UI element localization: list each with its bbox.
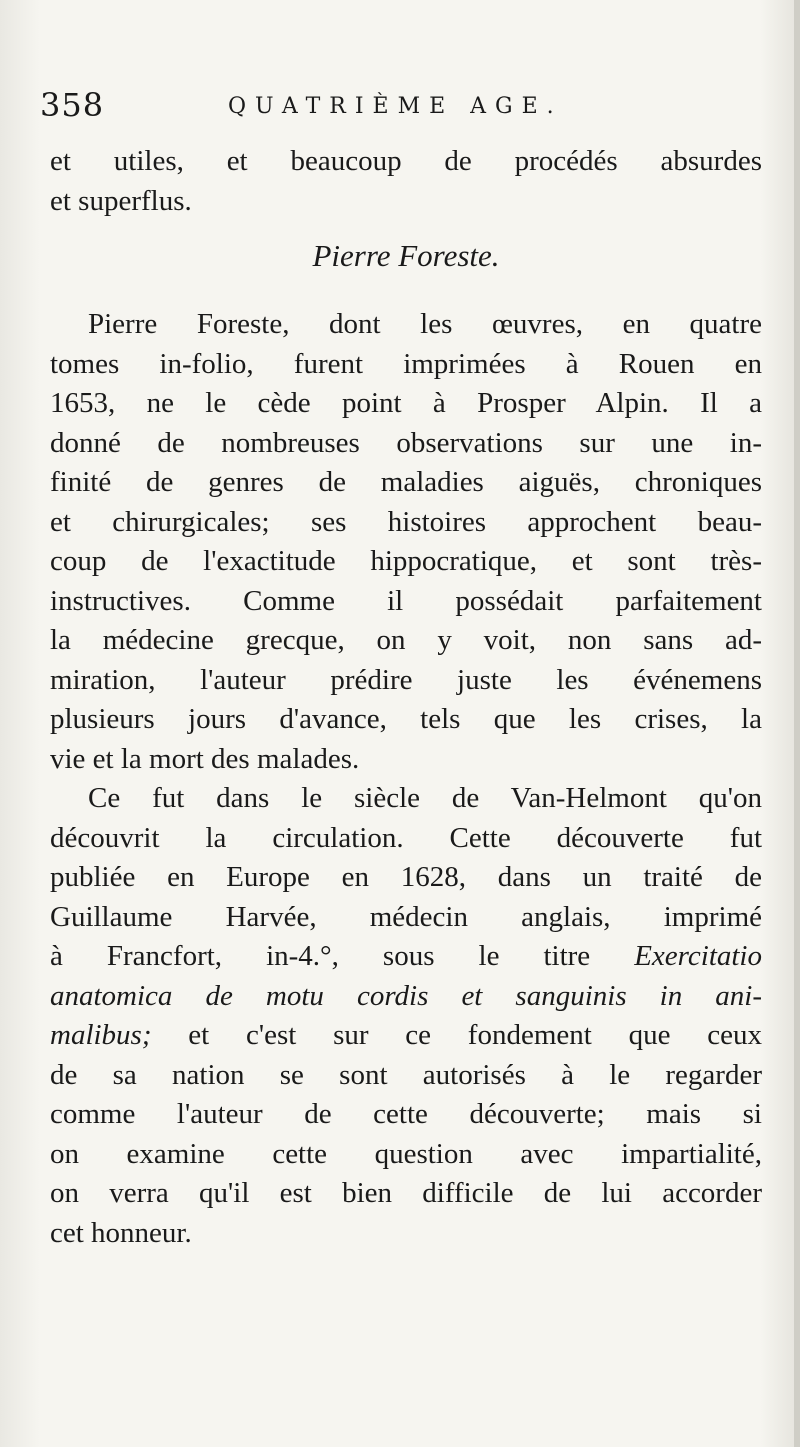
text-line: comme l'auteur de cette découverte; mais si	[50, 1098, 762, 1130]
text-line: miration, l'auteur prédire juste les événemens	[50, 663, 762, 696]
text-line: de sa nation se sont autorisés à le regarder	[50, 1058, 762, 1091]
text-segment: à Francfort, in-4.°, sous le titre	[50, 940, 635, 972]
text-line: découvrit la circulation. Cette découverte fut	[50, 821, 762, 854]
text-line: vie et la mort des malades.	[50, 742, 360, 775]
page-number: 358	[40, 86, 105, 124]
text-line: la médecine grecque, on y voit, non sans ad-	[50, 624, 762, 656]
text-line: on examine cette question avec impartialité,	[50, 1137, 762, 1170]
text-line: coup de l'exactitude hippocratique, et sont très-	[50, 545, 762, 577]
text-line: Guillaume Harvée, médecin anglais, imprimé	[50, 900, 762, 933]
body-text	[50, 142, 762, 1253]
text-line: cet honneur.	[50, 1216, 192, 1249]
text-line: et utiles, et beaucoup de procédés absurdes	[50, 145, 762, 177]
text-line: finité de genres de maladies aiguës, chroniques	[50, 466, 762, 498]
text-line: plusieurs jours d'avance, tels que les crises, la	[50, 703, 762, 735]
text-segment: et c'est sur ce fondement que ceux	[151, 1019, 762, 1051]
text-line	[50, 1016, 762, 1056]
text-line: Ce fut dans le siècle de Van-Helmont qu'on	[88, 782, 762, 814]
text-line: instructives. Comme il possédait parfaitement	[50, 584, 762, 617]
page-header	[40, 86, 770, 126]
latin-title: malibus;	[50, 1019, 152, 1051]
text-line: Pierre Foreste, dont les œuvres, en quatre	[88, 308, 762, 340]
running-head: QUATRIÈME AGE.	[228, 94, 563, 119]
text-line: et chirurgicales; ses histoires approchent beau-	[50, 505, 762, 538]
text-line: on verra qu'il est bien difficile de lui accorder	[50, 1177, 762, 1209]
text-line: 1653, ne le cède point à Prosper Alpin. Il a	[50, 387, 762, 419]
page-edge	[794, 0, 800, 1447]
text-line: publiée en Europe en 1628, dans un traité de	[50, 861, 762, 893]
text-line: donné de nombreuses observations sur une in-	[50, 426, 762, 459]
latin-title: Exercitatio	[634, 940, 762, 972]
text-line	[50, 937, 762, 977]
section-heading: Pierre Foreste.	[312, 238, 500, 273]
text-line: et superflus.	[50, 184, 192, 217]
text-line: tomes in-folio, furent imprimées à Rouen en	[50, 347, 762, 380]
latin-title-line: anatomica de motu cordis et sanguinis in ani-	[50, 979, 762, 1012]
